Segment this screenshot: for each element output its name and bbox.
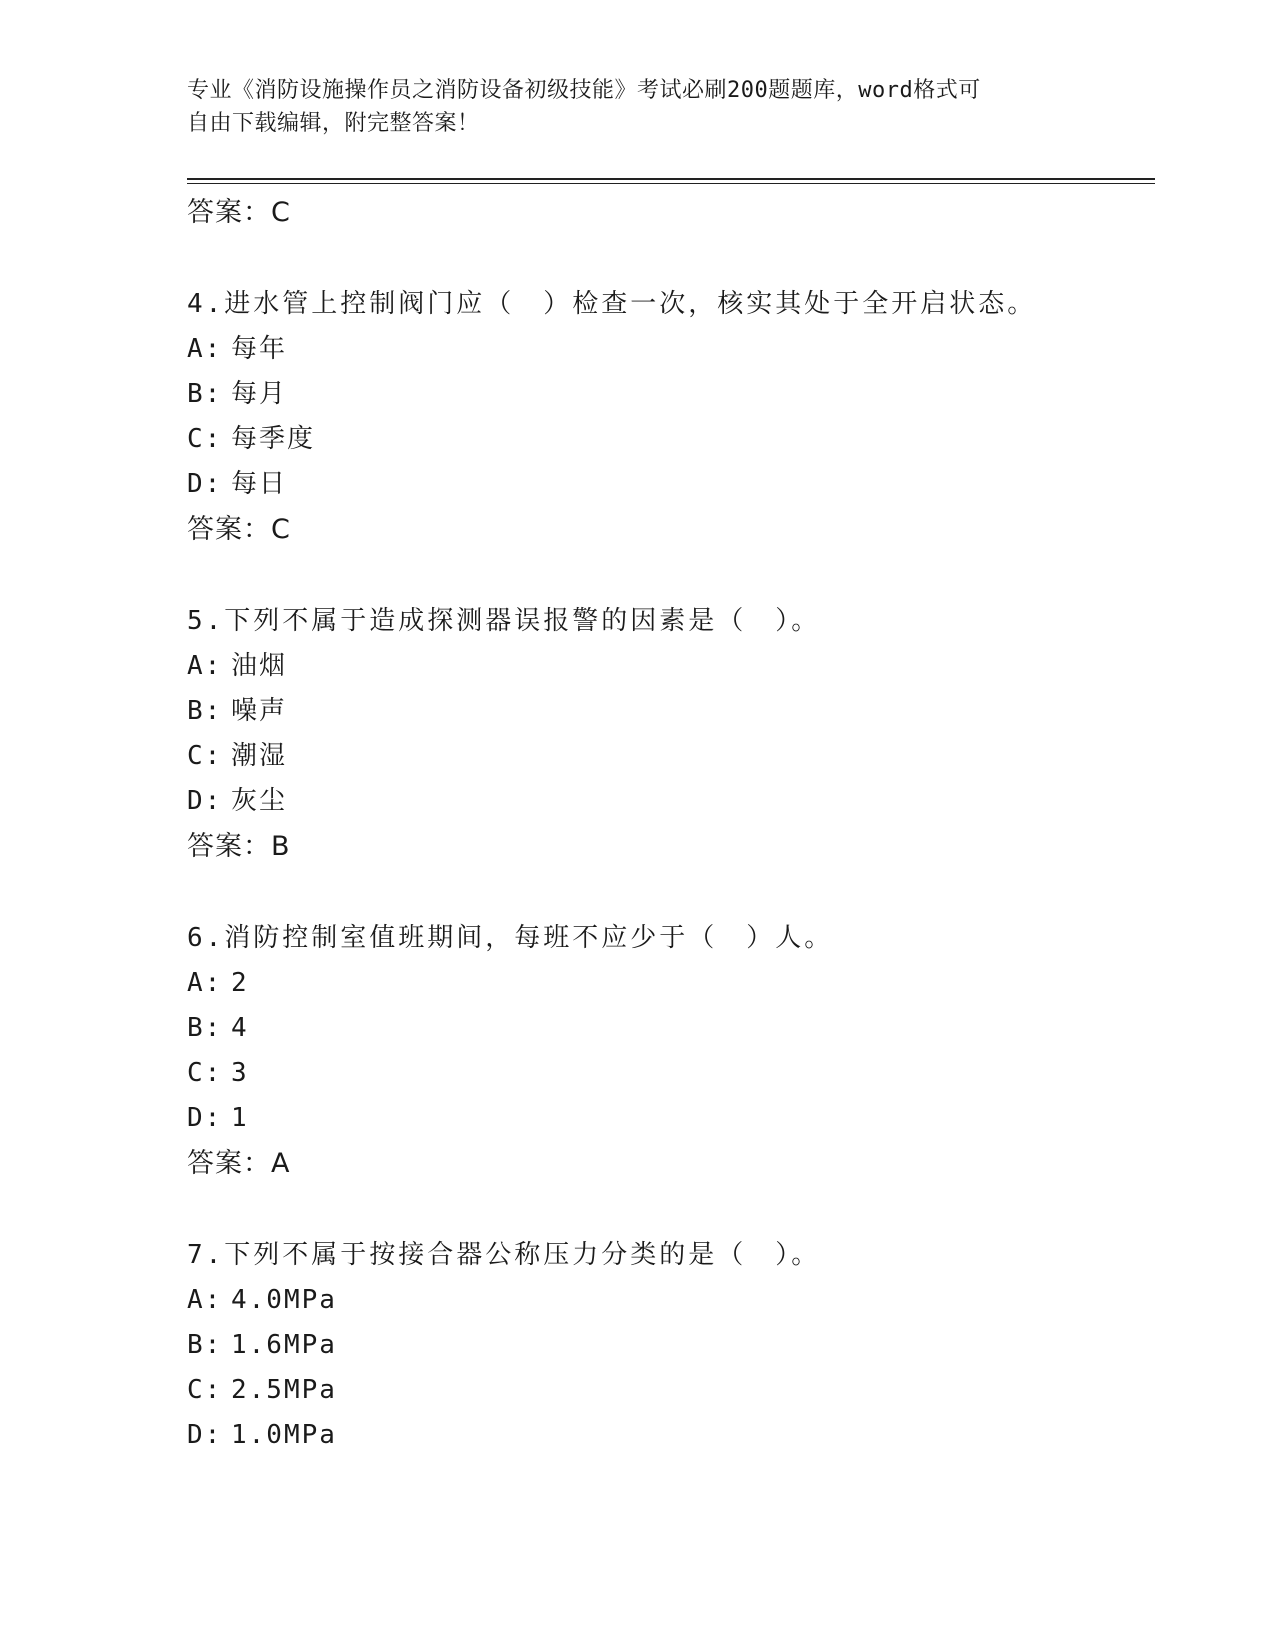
option-key: D:: [187, 1420, 223, 1450]
option-b: [187, 1323, 1155, 1368]
header-line-1: 专业《消防设施操作员之消防设备初级技能》考试必刷200题题库，word格式可: [187, 78, 981, 103]
question-block: [187, 282, 1155, 552]
header-divider-thin: [187, 183, 1155, 184]
option-a: [187, 327, 1155, 372]
option-c: [187, 734, 1155, 779]
header-line-2: 自由下载编辑，附完整答案！: [187, 111, 480, 136]
option-a: [187, 1278, 1155, 1323]
option-key: B:: [187, 1330, 223, 1360]
option-value: 1: [231, 1103, 249, 1133]
question-text: 7.下列不属于按接合器公称压力分类的是（ ）。: [187, 1240, 821, 1270]
header-divider-thick: [187, 178, 1155, 180]
option-value: 3: [231, 1058, 249, 1088]
answer-line: 答案：C: [187, 197, 291, 228]
option-value: 每日: [231, 469, 288, 499]
option-b: [187, 372, 1155, 417]
question-list: [187, 190, 1155, 1458]
option-value: 4.0MPa: [231, 1285, 337, 1315]
answer-line: 答案：C: [187, 514, 291, 545]
option-key: B:: [187, 696, 223, 726]
option-d: [187, 1413, 1155, 1458]
option-key: A:: [187, 651, 223, 681]
document-header: [187, 74, 1067, 140]
option-value: 4: [231, 1013, 249, 1043]
option-c: [187, 1051, 1155, 1096]
option-d: [187, 779, 1155, 824]
option-value: 每月: [231, 379, 288, 409]
option-d: [187, 1096, 1155, 1141]
option-value: 每年: [231, 334, 288, 364]
option-key: D:: [187, 1103, 223, 1133]
question-text: 5.下列不属于造成探测器误报警的因素是（ ）。: [187, 606, 821, 636]
option-key: A:: [187, 1285, 223, 1315]
option-value: 油烟: [231, 651, 288, 681]
option-value: 2.5MPa: [231, 1375, 337, 1405]
option-value: 每季度: [231, 424, 316, 454]
option-c: [187, 417, 1155, 462]
option-value: 噪声: [231, 696, 288, 726]
option-value: 1.6MPa: [231, 1330, 337, 1360]
answer-line: 答案：B: [187, 831, 291, 862]
option-value: 灰尘: [231, 786, 288, 816]
option-value: 2: [231, 968, 249, 998]
question-block: [187, 916, 1155, 1186]
option-key: D:: [187, 469, 223, 499]
option-key: C:: [187, 1375, 223, 1405]
option-value: 1.0MPa: [231, 1420, 337, 1450]
option-b: [187, 689, 1155, 734]
question-text: 6.消防控制室值班期间，每班不应少于（ ）人。: [187, 923, 834, 953]
option-a: [187, 961, 1155, 1006]
option-value: 潮湿: [231, 741, 288, 771]
option-key: D:: [187, 786, 223, 816]
option-b: [187, 1006, 1155, 1051]
option-key: B:: [187, 379, 223, 409]
option-d: [187, 462, 1155, 507]
answer-line: 答案：A: [187, 1148, 291, 1179]
question-text: 4.进水管上控制阀门应（ ）检查一次，核实其处于全开启状态。: [187, 289, 1037, 319]
option-key: A:: [187, 968, 223, 998]
option-key: C:: [187, 741, 223, 771]
option-key: C:: [187, 1058, 223, 1088]
question-block: [187, 1233, 1155, 1458]
option-key: B:: [187, 1013, 223, 1043]
option-c: [187, 1368, 1155, 1413]
option-key: C:: [187, 424, 223, 454]
question-block: [187, 599, 1155, 869]
option-key: A:: [187, 334, 223, 364]
option-a: [187, 644, 1155, 689]
